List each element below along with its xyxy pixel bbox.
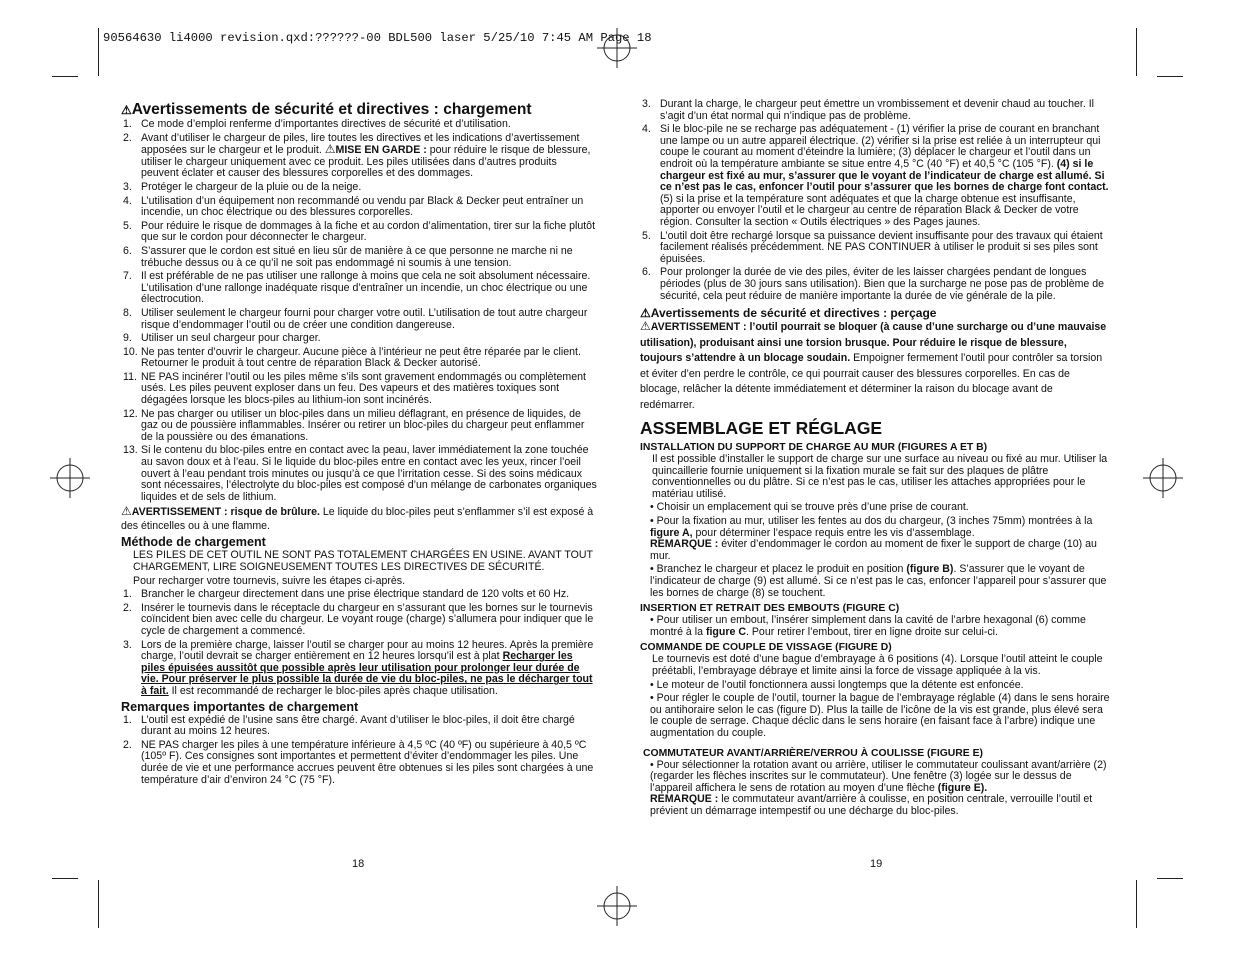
section-title-assembly: ASSEMBLAGE ET RÉGLAGE [640,418,883,439]
crop-mark [1136,28,1137,76]
crop-mark [1136,880,1137,928]
list-item: 2. Insérer le tournevis dans le réceptacle du chargeur en s’assurant que les bornes sur le tournevis coïncident bien avec celle du chargeur. Le voyant rouge (charge) s’allumera pour indiquer que le cycle de chargement a commencé. [123,601,594,637]
crop-mark [1157,878,1183,879]
warning-triangle-icon: ⚠ [324,142,336,157]
charging-notes-list [121,715,597,787]
registration-mark-icon [1143,458,1183,498]
section-title-drilling-safety: ⚠Avertissements de sécurité et directives : perçage [640,306,937,321]
section-title-charging-safety: ⚠Avertissements de sécurité et directives : chargement [121,101,532,118]
list-item: 6. S’assurer que le cordon est situé en lieu sûr de manière à ce que personne ne marche ni ne trébuche dessus ou à ce qu’il ne soit pas endommagé ni soumis à une tension. [123,244,573,269]
crop-mark [98,880,99,928]
crop-mark [98,28,99,76]
print-slug: 90564630 li4000 revision.qxd:??????-00 BDL500 laser 5/25/10 7:45 AM Page 18 [103,31,652,45]
list-item: 5. L’outil doit être rechargé lorsque sa puissance devient insuffisante pour des travaux qui étaient facilement réalisés précédemment. NE PAS CONTINUER à utiliser le produit si ses piles sont épuisées. [642,229,1103,265]
charging-intro: Pour recharger votre tournevis, suivre les étapes ci-après. [133,574,406,587]
warning-triangle-icon: ⚠ [640,319,651,334]
page-number: 19 [870,858,883,870]
warning-triangle-icon: ⚠ [121,103,132,117]
bits-bullet: • Pour utiliser un embout, l’insérer simplement dans la cavité de l’arbre hexagonal (6) comme montré à la figure C. Pour retirer l’embout, tirer en ligne droite sur celui-ci. [650,614,1086,638]
list-item: 2. NE PAS charger les piles à une température inférieure à 4,5 ºC (40 ºF) ou supérieure à 40,5 ºC (105º F). Ces consignes sont importantes et permettent d’éviter d’endommager les piles. Une durée de vie et une performance accrues peuvent être obtenues si les piles sont chargées à une température d’air d’environ 24 °C (75 °F). [123,738,594,786]
list-item: 3. Lors de la première charge, laisser l’outil se charger pour au moins 12 heures. Après la première charge, l’outil devrait se charger entièrement en 12 heures lorsqu’il est à plat Recharger les piles épuisées aussitôt que possible après leur utilisation pour prolonger leur durée de vie. Pour préserver le plus possible la durée de vie du bloc-piles, ne pas le décharger tout à fait. Il est recommandé de recharger le bloc-piles après chaque utilisation. [123,638,594,697]
burn-warning: ⚠AVERTISSEMENT : risque de brûlure. Le liquide du bloc-piles peut s’enflammer s’il est exposé à des étincelles ou à une flamme. [121,504,594,533]
list-item: 7. Il est préférable de ne pas utiliser une rallonge à moins que cela ne soit absolument nécessaire. L’utilisation d’une rallonge inadéquate risque d’entraîner un incendie, un choc électrique ou une électrocution. [123,270,591,306]
list-item: 4. L’utilisation d’un équipement non recommandé ou vendu par Black & Decker peut entraîner un incendie, un choc électrique ou des blessures corporelles. [123,194,584,219]
charging-notes-list-continued [640,99,1110,302]
list-item: 3. Protéger le chargeur de la pluie ou de la neige. [123,180,362,193]
warning-triangle-icon: ⚠ [640,306,651,321]
crop-mark [1157,76,1183,77]
wall-mount-bullet: • Pour la fixation au mur, utiliser les fentes au dos du chargeur, (3 inches 75mm) montrées à la figure A, pour déterminer l’espace requis entre les vis d’assemblage. REMARQUE : éviter d’endommager le cordon au moment de fixer le support de charge (10) au mur. [650,515,1097,562]
page-18 [121,99,597,788]
torque-intro: Le tournevis est doté d’une bague d’embrayage à 6 positions (4). Lorsque l’outil atteint le couple préétabli, l’embrayage débraye et limite ainsi la force de vissage appliquée à la vis. [652,653,1103,677]
torque-bullet: • Le moteur de l’outil fonctionnera aussi longtemps que la détente est enfoncée. [650,678,1024,691]
list-item: 1. Ce mode d’emploi renferme d’importantes directives de sécurité et d’utilisation. [123,118,511,130]
list-item: 9. Utiliser un seul chargeur pour charger. [123,332,321,345]
list-item: 1. Brancher le chargeur directement dans une prise électrique standard de 120 volts et 60 Hz. [123,588,570,601]
subsection-title-wall-mount: INSTALLATION DU SUPPORT DE CHARGE AU MUR (FIGURES A ET B) [640,442,988,454]
switch-bullet: • Pour sélectionner la rotation avant ou arrière, utiliser le commutateur coulissant avant/arrière (2) (regarder les flèches inscrites sur le commutateur). Une fenêtre (3) logée sur le dessus de l’appareil affichera le sens de rotation au moyen d’une flèche (figure E). REMARQUE : le commutateur avant/arrière à coulisse, en position centrale, verrouille l’outil et prévient un démarrage intempestif ou une décharge du bloc-piles. [650,758,1107,817]
list-item: 13. Si le contenu du bloc-piles entre en contact avec la peau, laver immédiatement la zone touchée au savon doux et à l’eau. Si le liquide du bloc-piles entre en contact avec les yeux, rincer l’oeil ouvert à l’eau pendant trois minutes ou jusqu’à ce que l’irritation cesse. Si des soins médicaux sont nécessaires, l’électrolyte du bloc-piles est composé d’un mélange de carbonates organiques liquides et de sels de lithium. [123,444,597,503]
list-item: 12. Ne pas charger ou utiliser un bloc-piles dans un milieu déflagrant, en présence de liquides, de gaz ou de poussière inflammables. Insérer ou retirer un bloc-piles du chargeur peut enflammer de la poussière ou des émanations. [123,407,585,443]
page-19 [640,99,1110,820]
registration-mark-icon [597,28,637,68]
wall-mount-bullet: • Choisir un emplacement qui se trouve près d’une prise de courant. [650,501,969,514]
wall-mount-bullet: • Branchez le chargeur et placez le produit en position (figure B). S’assurer que le voyant de l’indicateur de charge (9) est allumé. Si ce n’est pas le cas, enfoncer l’appareil pour s’assurer que les bornes de charge (8) se touchent. [650,563,1107,599]
charging-safety-list [121,119,597,503]
subsection-title-torque: COMMANDE DE COUPLE DE VISSAGE (FIGURE D) [640,642,892,654]
list-item: 6. Pour prolonger la durée de vie des piles, éviter de les laisser chargées pendant de longues périodes (plus de 30 jours sans utilisation). Bien que la surcharge ne pose pas de problème de sécurité, cela peut réduire de manière importante la durée de vie générale de la pile. [642,266,1105,302]
crop-mark [52,76,78,77]
list-item: 5. Pour réduire le risque de dommages à la fiche et au cordon d’alimentation, tirer sur la fiche plutôt que sur le cordon pour déconnecter le chargeur. [123,219,596,244]
list-item: 2. Avant d’utiliser le chargeur de piles, lire toutes les directives et les indications d’avertissement apposées sur le chargeur et le produit. ⚠MISE EN GARDE : pour réduire le risque de blessure, utiliser le chargeur uniquement avec ce produit. Les piles utilisées dans d’autres produits peuvent éclater et causer des blessures corporelles et des dommages. [123,131,591,180]
wall-mount-intro: Il est possible d’installer le support de charge sur une surface au niveau ou fixé au mur. Utiliser la quincaillerie fournie uniquement si la fixation murale se fait sur des plaques de plâtre conventionnelles ou du plâtre. Si ce n’est pas le cas, utiliser les attaches appropriées pour le matériau utilisé. [652,453,1108,500]
list-item: 4. Si le bloc-pile ne se recharge pas adéquatement - (1) vérifier la prise de courant en branchant une lampe ou un autre appareil électrique. (2) vérifier si la prise est reliée à un interrupteur qui coupe le courant au moment d’éteindre la lumière; (3) déplacer le chargeur et l’outil dans un endroit où la température ambiante se situe entre 4,5 °C (40 °F) et 40,5 °C (105 °F). (4) si le chargeur est fixé au mur, s’assurer que le voyant de l’indicateur de charge est allumé. Si ce n’est pas le cas, enfoncer l’outil pour s’assurer que les bornes de charge font contact. (5) si la prise et la température sont adéquates et que la charge obtenue est insuffisante, apporter ou envoyer l’outil et le chargeur au centre de réparation Black & Decker de votre région. Consulter la section « Outils électriques » des Pages jaunes. [642,123,1109,228]
page-number: 18 [352,858,365,870]
registration-mark-icon [50,458,90,498]
section-title-charging-notes: Remarques importantes de chargement [121,699,359,714]
list-item: 10. Ne pas tenter d’ouvrir le chargeur. Aucune pièce à l’intérieur ne peut être réparée par le client. Retourner le produit à tout centre de réparation Black & Decker autorisé. [123,345,581,370]
section-title-charging-method: Méthode de chargement [121,535,266,550]
list-item: 1. L’outil est expédié de l’usine sans être chargé. Avant d’utiliser le bloc-piles, il doit être chargé durant au moins 12 heures. [123,713,575,738]
crop-mark [52,878,78,879]
warning-triangle-icon: ⚠ [121,504,132,519]
registration-mark-icon [597,886,637,926]
torque-bullet: • Pour régler le couple de l’outil, tourner la bague de l’embrayage réglable (4) dans le sens horaire ou antihoraire selon le cas (figure D). Plus la taille de l’icône de la vis est grande, plus élevé sera le couple de serrage. Chaque déclic dans le sens horaire (en faisant face à l’arbre) indique une augmentation du couple. [650,692,1110,739]
charging-method-list [121,589,597,697]
list-item: 8. Utiliser seulement le chargeur fourni pour charger votre outil. L’utilisation de tout autre chargeur risque d’endommager l’outil ou de créer une condition dangereuse. [123,306,588,331]
list-item: 11. NE PAS incinérer l’outil ou les piles même s’ils sont gravement endommagés ou complètement usés. Les piles peuvent exploser dans un feu. Des vapeurs et des matières toxiques sont dégagées lorsque les blocs-piles au lithium-ion sont incinérés. [123,370,586,407]
charging-caps-notice: LES PILES DE CET OUTIL NE SONT PAS TOTALEMENT CHARGÉES EN USINE. AVANT TOUT CHARGEMENT, LIRE SOIGNEUSEMENT TOUTES LES DIRECTIVES DE SÉCURITÉ. [133,549,593,573]
subsection-title-bits: INSERTION ET RETRAIT DES EMBOUTS (FIGURE C) [640,603,900,615]
subsection-title-switch: COMMUTATEUR AVANT/ARRIÈRE/VERROU À COULISSE (FIGURE E) [643,747,984,759]
drilling-warning: ⚠AVERTISSEMENT : l’outil pourrait se bloquer (à cause d’une surcharge ou d’une mauvaise utilisation), produisant ainsi une torsion brusque. Pour réduire le risque de blessure, toujours s’attendre à un blocage soudain. Empoigner fermement l’outil pour contrôler sa torsion et éviter d’en perdre le contrôle, ce qui pourrait causer des blessures corporelles. En cas de blocage, relâcher la détente immédiatement et déterminer la raison du blocage avant de redémarrer. [640,319,1107,411]
list-item: 3. Durant la charge, le chargeur peut émettre un vrombissement et devenir chaud au toucher. Il s’agit d’un état normal qui n’indique pas de problème. [642,98,1094,122]
